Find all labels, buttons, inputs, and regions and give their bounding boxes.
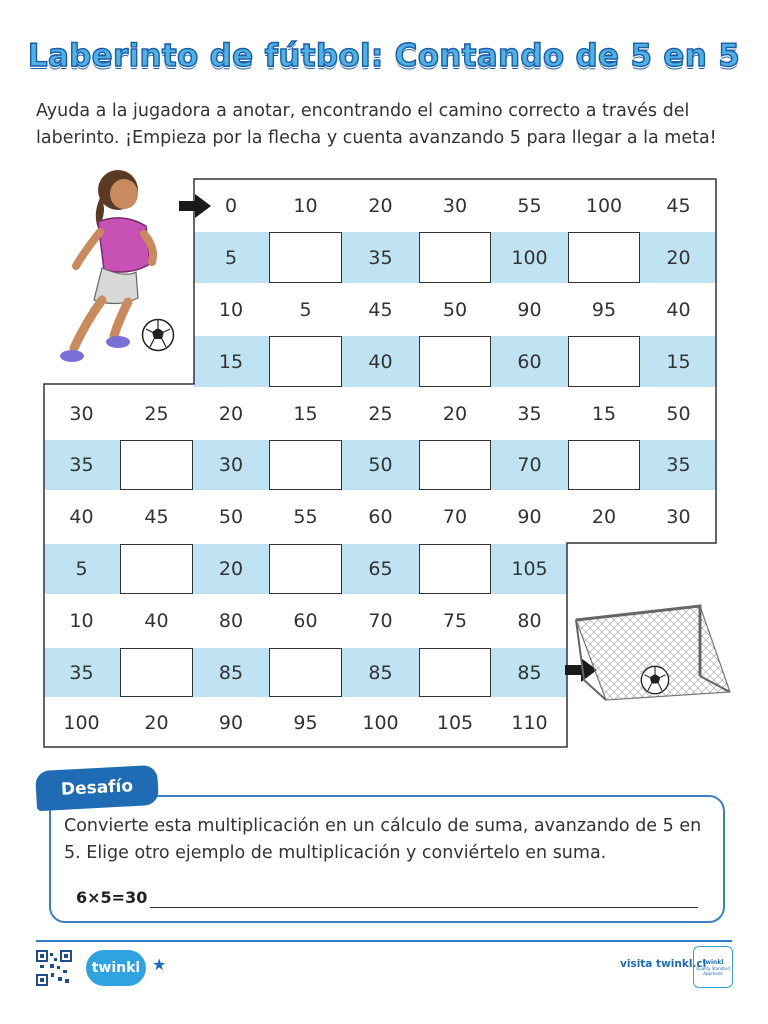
challenge-tab: Desafío — [35, 765, 159, 811]
maze-empty-box[interactable] — [269, 232, 342, 283]
maze-number: 110 — [511, 711, 548, 734]
maze-number: 60 — [368, 506, 393, 528]
maze-number: 10 — [293, 195, 318, 217]
maze-number: 40 — [368, 350, 393, 373]
maze-number: 65 — [368, 558, 393, 580]
maze-number: 60 — [293, 610, 318, 632]
maze-number: 70 — [368, 610, 393, 632]
maze-number: 5 — [224, 246, 238, 269]
maze-number: 85 — [368, 661, 393, 684]
maze-number: 20 — [144, 711, 169, 734]
maze-number: 55 — [293, 506, 318, 528]
maze-number: 35 — [666, 454, 691, 476]
maze-number: 90 — [517, 298, 542, 321]
maze-number: 50 — [442, 298, 468, 321]
maze-number: 45 — [666, 195, 691, 217]
badge-logo: twinkl — [702, 958, 724, 966]
maze-number: 100 — [63, 711, 100, 734]
maze-number: 20 — [442, 402, 468, 425]
maze-number: 60 — [517, 350, 542, 373]
maze-number: 55 — [517, 195, 542, 217]
maze-number: 5 — [75, 558, 88, 580]
badge-text: Quality Standard Approved — [696, 965, 730, 976]
maze-empty-box[interactable] — [419, 544, 491, 594]
qr-code-icon — [36, 950, 72, 986]
maze-empty-box[interactable] — [419, 232, 491, 283]
maze-number: 0 — [224, 195, 238, 217]
maze-number: 25 — [368, 402, 393, 425]
footer-divider — [36, 940, 732, 942]
maze-empty-box[interactable] — [120, 648, 193, 697]
maze-empty-box[interactable] — [568, 232, 640, 283]
maze-number: 50 — [666, 402, 691, 425]
maze-number: 85 — [218, 661, 244, 684]
maze-number: 25 — [144, 402, 169, 425]
maze-number: 50 — [218, 506, 244, 528]
maze-number: 30 — [69, 402, 94, 425]
maze-number: 10 — [218, 298, 244, 321]
maze-number: 20 — [218, 402, 244, 425]
maze-empty-box[interactable] — [568, 336, 640, 387]
maze-number: 95 — [591, 298, 617, 321]
maze-empty-box[interactable] — [419, 648, 491, 697]
star-icon[interactable]: ★ — [152, 955, 167, 974]
maze-number: 80 — [218, 610, 244, 632]
maze-number: 100 — [362, 711, 399, 734]
maze-number: 5 — [299, 298, 312, 321]
maze-number: 80 — [517, 610, 542, 632]
maze-empty-box[interactable] — [419, 440, 491, 490]
maze-number: 90 — [517, 506, 542, 528]
maze-number: 35 — [69, 454, 94, 476]
maze-number: 35 — [517, 402, 542, 425]
maze-number: 30 — [218, 454, 244, 476]
maze-number: 85 — [517, 661, 542, 684]
challenge-equation: 6×5=30 — [76, 888, 148, 907]
maze-number: 35 — [69, 661, 94, 684]
soccer-ball-icon — [141, 318, 175, 352]
maze-number: 40 — [144, 610, 169, 632]
maze-empty-box[interactable] — [120, 544, 193, 594]
challenge-text: Convierte esta multiplicación en un cálculo de suma, avanzando de 5 en 5. Elige otro ejemplo de multiplicación y conviértelo en suma. — [64, 816, 702, 863]
maze-number: 20 — [218, 558, 244, 580]
maze-number: 105 — [436, 711, 474, 734]
maze-number: 15 — [293, 402, 318, 425]
maze-number: 70 — [517, 454, 542, 476]
maze-empty-box[interactable] — [269, 544, 342, 594]
maze-number: 30 — [442, 195, 468, 217]
maze-number: 15 — [218, 350, 244, 373]
maze-number: 95 — [293, 711, 318, 734]
maze-number: 50 — [368, 454, 393, 476]
maze-number: 70 — [442, 506, 468, 528]
maze-empty-box[interactable] — [419, 336, 491, 387]
maze-number: 40 — [666, 298, 691, 321]
maze-number: 40 — [69, 506, 94, 528]
maze-empty-box[interactable] — [568, 440, 640, 490]
maze-number: 20 — [666, 246, 691, 269]
maze-number: 105 — [511, 558, 548, 580]
quality-badge — [693, 946, 733, 988]
maze-number: 15 — [591, 402, 617, 425]
maze-number: 100 — [511, 246, 548, 269]
maze-number: 20 — [591, 506, 617, 528]
visit-link[interactable]: visita twinkl.cl — [620, 958, 707, 970]
maze-number: 20 — [368, 195, 393, 217]
instructions: Ayuda a la jugadora a anotar, encontrando el camino correcto a través del laberinto. ¡Empieza por la flecha y cuenta avanzando 5 para llegar a la meta! — [36, 101, 717, 148]
maze-empty-box[interactable] — [269, 336, 342, 387]
page-title: Laberinto de fútbol: Contando de 5 en 5 — [27, 38, 741, 74]
twinkl-logo[interactable]: twinkl — [86, 950, 146, 986]
maze-empty-box[interactable] — [269, 648, 342, 697]
answer-line[interactable] — [150, 907, 698, 908]
soccer-ball-icon — [640, 665, 670, 695]
maze-number: 45 — [368, 298, 393, 321]
maze-number: 90 — [218, 711, 244, 734]
maze-number: 35 — [368, 246, 393, 269]
maze-empty-box[interactable] — [269, 440, 342, 490]
maze-number: 100 — [585, 195, 623, 217]
maze-number: 15 — [666, 350, 691, 373]
maze-number: 30 — [666, 506, 691, 528]
maze-number: 45 — [144, 506, 169, 528]
maze-number: 75 — [442, 610, 468, 632]
maze-number: 10 — [69, 610, 94, 632]
maze-empty-box[interactable] — [120, 440, 193, 490]
